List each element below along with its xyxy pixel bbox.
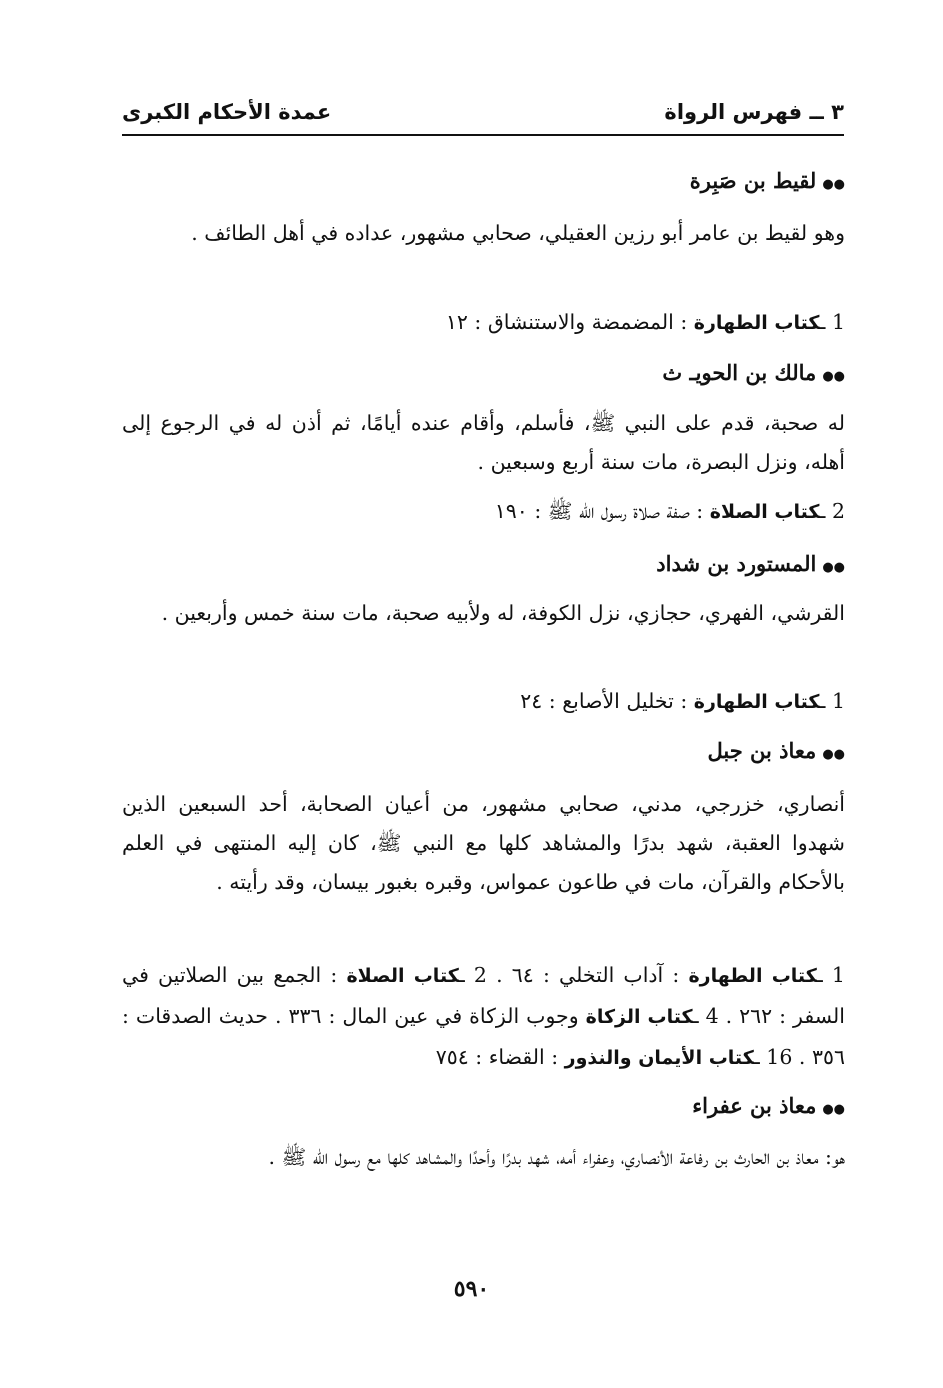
book-name: كتاب الأيمان والنذور [564, 1047, 754, 1069]
book-name: كتاب الطهارة [688, 965, 817, 987]
reference-line: 2 ـكتاب الصلاة : صفة صلاة رسول الله ﷺ : ١٩٠ [494, 499, 845, 523]
bullet-dots-icon: ●● [822, 177, 845, 192]
reference-item: 2 ـكتاب الصلاة : الجمع بين الصلاتين في السفر : ٢٦٢ . [122, 963, 845, 1028]
narrator-name: ●●المستورد بن شداد [656, 551, 845, 576]
narrator-bio: وهو لقيط بن عامر أبو رزين العقيلي، صحابي مشهور، عداده في أهل الطائف . [191, 221, 845, 245]
narrator-bio: له صحبة، قدم على النبي ﷺ، فأسلم، وأقام عنده أيامًا، ثم أذن له في الرجوع إلى أهله، ونزل البصرة، مات سنة أربع وسبعين . [122, 411, 845, 474]
reference-item: 4 ـكتاب الزكاة وجوب الزكاة في عين المال : ٣٣٦ . حديث الصدقات : ٣٥٦ . [122, 1004, 845, 1069]
book-name: كتاب الطهارة [693, 312, 820, 334]
bullet-dots-icon: ●● [822, 1102, 845, 1117]
reference-list [122, 955, 845, 1078]
narrator-name: ●●لقيط بن صَبِرة [689, 168, 845, 193]
reference-item: 1 ـكتاب الطهارة : آداب التخلي : ٦٤ . [496, 963, 845, 987]
narrator-bio: أنصاري، خزرجي، مدني، صحابي مشهور، من أعيان الصحابة، أحد السبعين الذين شهدوا العقبة، شهد بدرًا والمشاهد كلها مع النبي ﷺ، كان إليه المنتهى في العلم بالأحكام والقرآن، مات في طاعون عمواس، وقبره بغبور بيسان، وقد رأيته . [122, 792, 845, 894]
reference-line: 1 ـكتاب الطهارة : المضمضة والاستنشاق : ١٢ [445, 310, 845, 334]
book-name: كتاب الزكاة [585, 1006, 693, 1028]
narrator-name: ●●مالك بن الحويـ ث [662, 360, 845, 385]
book-title: عمدة الأحكام الكبرى [122, 100, 332, 124]
bullet-dots-icon: ●● [822, 747, 845, 762]
narrator-name: ●●معاذ بن عفراء [692, 1093, 845, 1118]
page-number: ٥٩٠ [453, 1276, 490, 1302]
section-title: ٣ ــ فهرس الرواة [664, 100, 844, 124]
reference-item: 16 ـكتاب الأيمان والنذور : القضاء : ٧٥٤ [435, 1045, 793, 1069]
bullet-dots-icon: ●● [822, 369, 845, 384]
book-name: كتاب الصلاة [709, 501, 820, 523]
narrator-bio: هو: معاذ بن الحارث بن رفاعة الأنصاري، وعفراء أمه، شهد بدرًا وأحدًا والمشاهد كلها مع رسول الله ﷺ . [268, 1145, 845, 1169]
narrator-bio: القرشي، الفهري، حجازي، نزل الكوفة، له ولأبيه صحبة، مات سنة خمس وأربعين . [161, 601, 845, 625]
reference-line: 1 ـكتاب الطهارة : تخليل الأصابع : ٢٤ [520, 689, 845, 713]
book-name: كتاب الطهارة [693, 691, 820, 713]
running-header [122, 92, 844, 136]
bullet-dots-icon: ●● [822, 560, 845, 575]
book-name: كتاب الصلاة [346, 965, 459, 987]
narrator-name: ●●معاذ بن جبل [707, 738, 845, 763]
